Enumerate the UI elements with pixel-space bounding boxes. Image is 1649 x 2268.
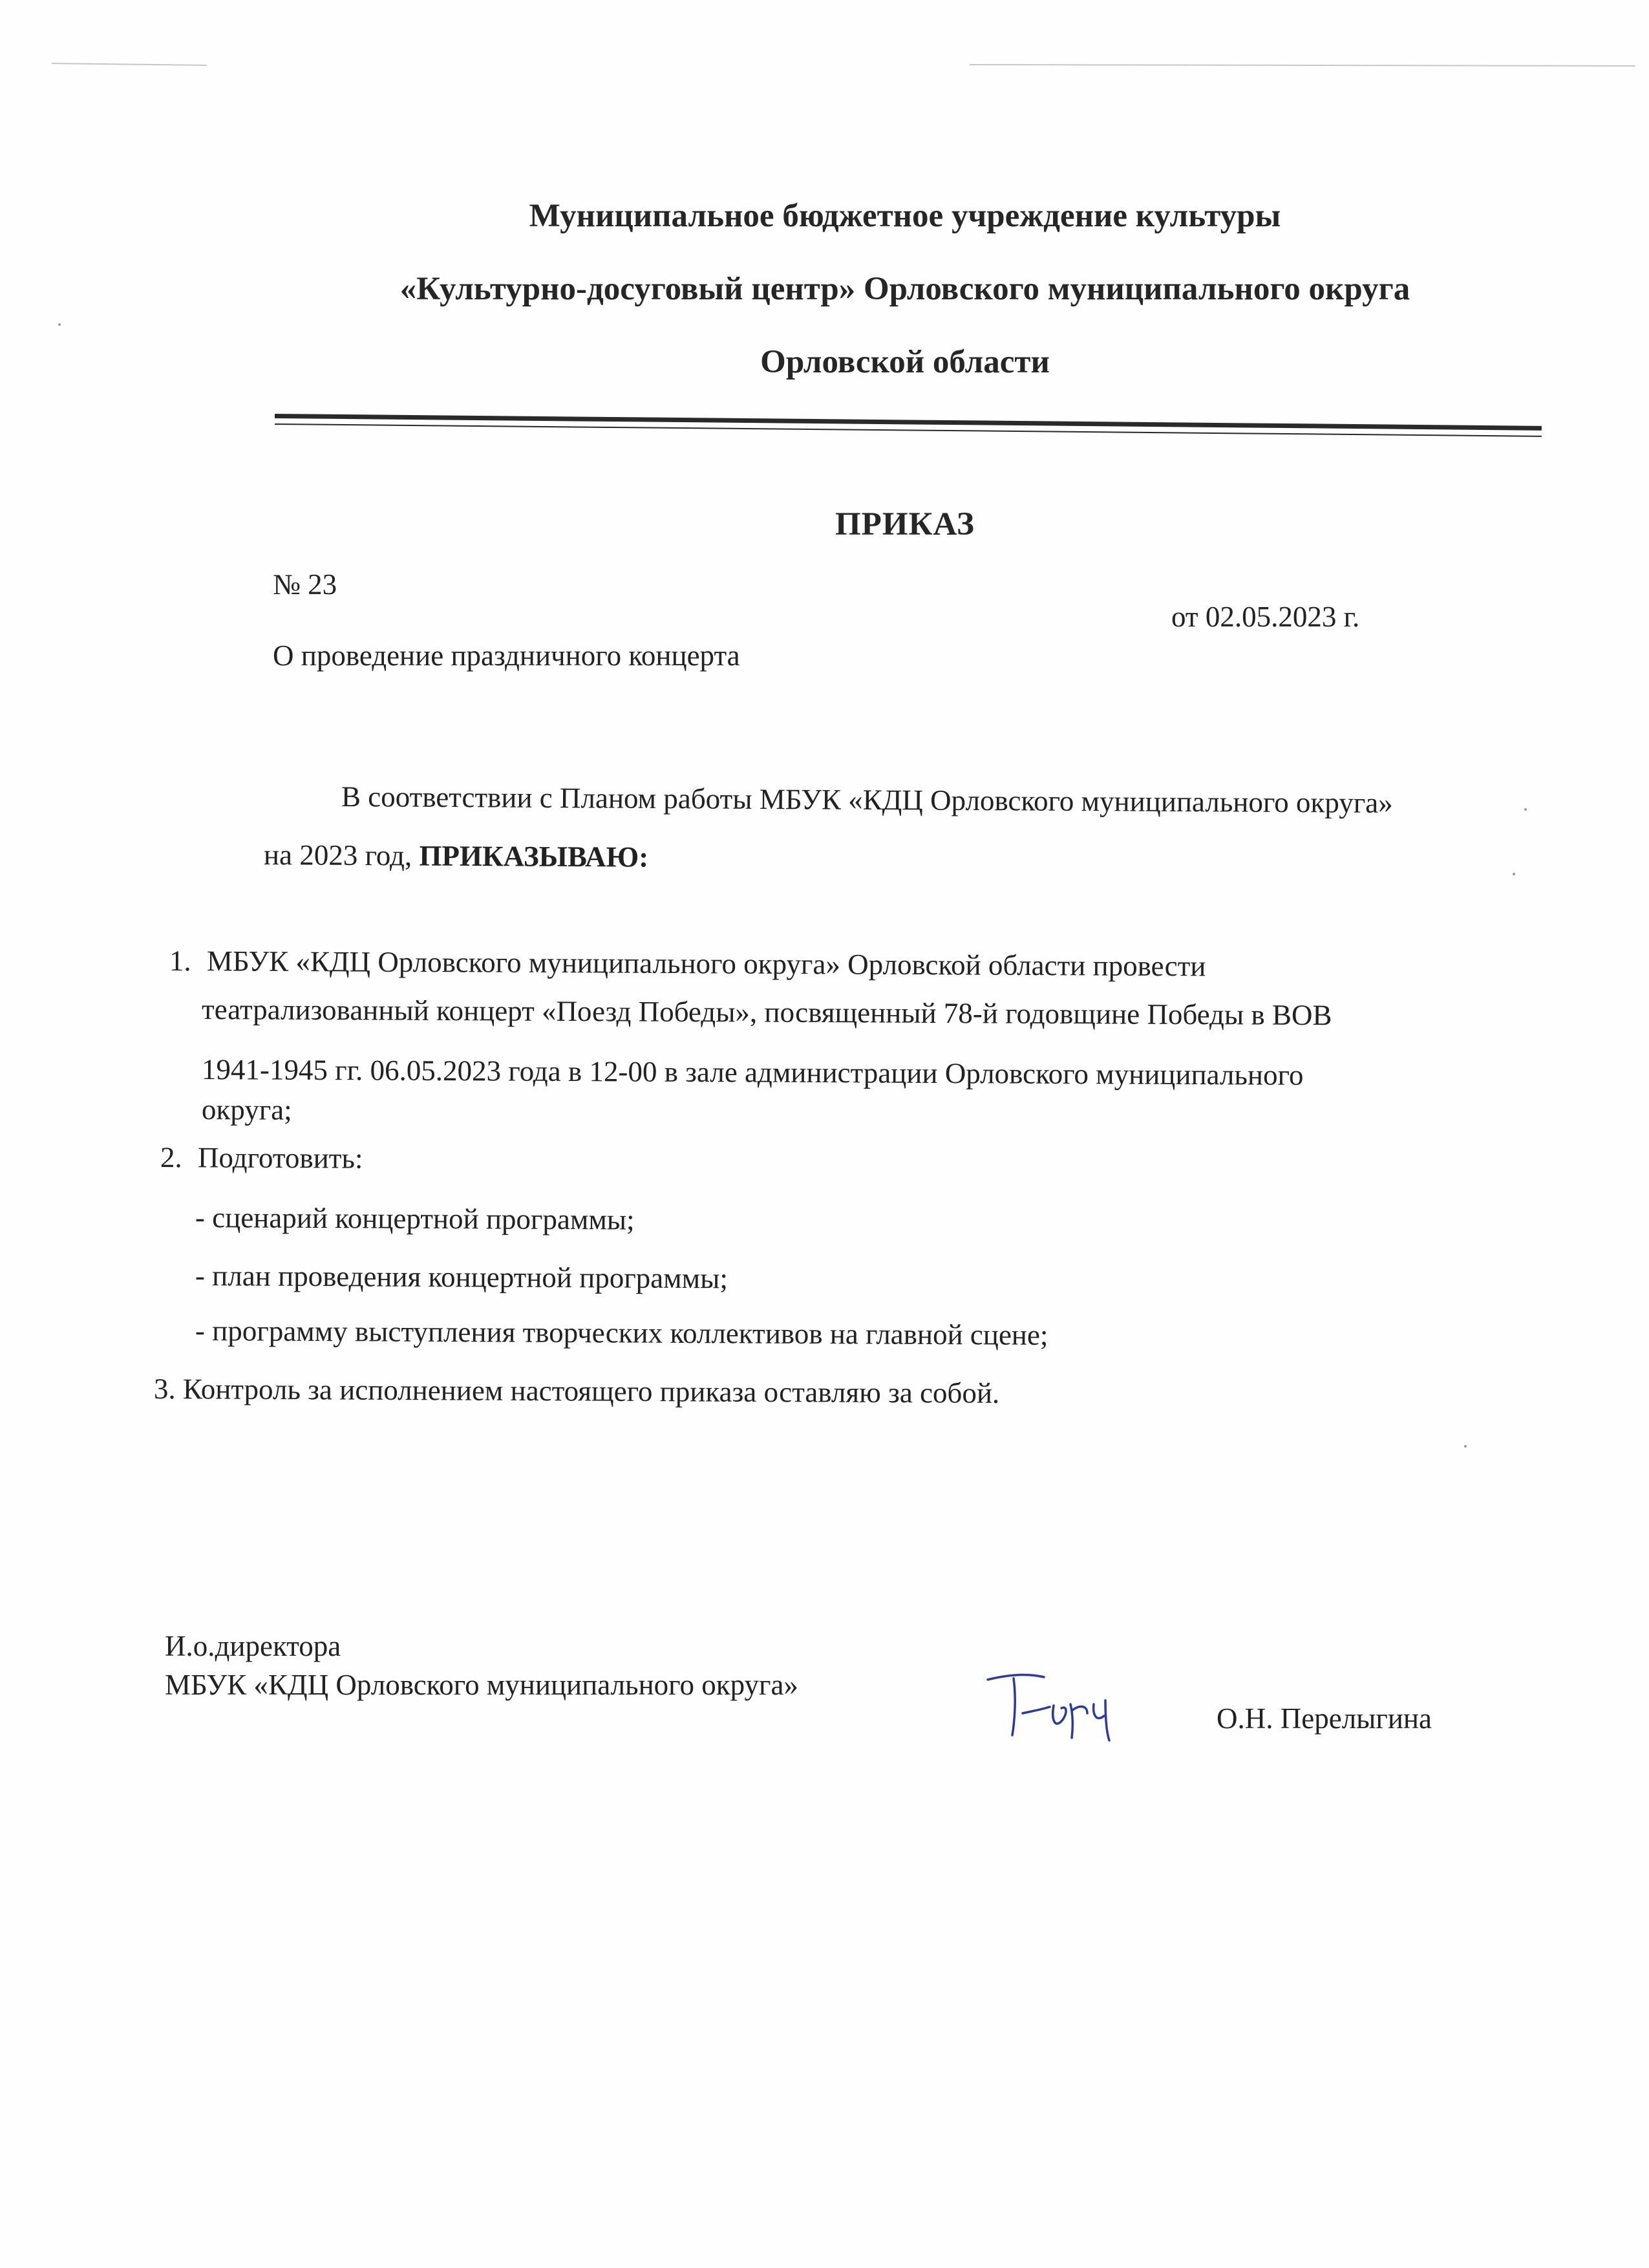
scan-speck — [58, 323, 61, 326]
item-2-text: Подготовить: — [197, 1141, 363, 1175]
order-number: № 23 — [273, 568, 337, 601]
header-rule-thick — [275, 414, 1542, 431]
signatory-organization: МБУК «КДЦ Орловского муниципального округа» — [165, 1669, 798, 1701]
header-line-1: Муниципальное бюджетное учреждение культуры — [529, 198, 1281, 234]
order-date: от 02.05.2023 г. — [1171, 601, 1360, 633]
preamble-text: на 2023 год, — [263, 839, 420, 872]
item-3-line-1: 3. Контроль за исполнением настоящего приказа оставляю за собой. — [153, 1373, 1000, 1409]
scan-edge-artifact — [0, 59, 1649, 71]
item-2-number: 2. — [160, 1141, 182, 1174]
header-line-3: Орловской области — [760, 344, 1050, 380]
item-2-line-1 — [160, 1140, 363, 1175]
item-1-line-2: театрализованный концерт «Поезд Победы», посвященный 78-й годовщине Победы в ВОВ — [201, 993, 1332, 1032]
item-1-line-4: округа; — [201, 1093, 292, 1126]
item-2-sub-2: - план проведения концертной программы; — [195, 1259, 729, 1295]
signatory-name: О.Н. Перелыгина — [1217, 1702, 1432, 1735]
order-subject: О проведение праздничного концерта — [273, 639, 740, 672]
scan-speck — [1513, 873, 1515, 875]
item-2-sub-1: - сценарий концертной программы; — [195, 1201, 635, 1236]
preamble-line-2 — [264, 838, 649, 874]
scan-speck — [1524, 808, 1527, 811]
organization-header — [259, 180, 1551, 399]
item-1-number: 1. — [169, 945, 191, 978]
item-1-line-1 — [169, 944, 1206, 983]
item-1-line-3: 1941-1945 гг. 06.05.2023 года в 12-00 в зале администрации Орловского муниципального — [201, 1053, 1304, 1091]
item-1-text: МБУК «КДЦ Орловского муниципального округа» Орловской области провести — [206, 945, 1206, 983]
header-line-2: «Культурно-досуговый центр» Орловского муниципального округа — [399, 271, 1410, 307]
handwritten-signature — [983, 1668, 1125, 1746]
preamble-line-1: В соответствии с Планом работы МБУК «КДЦ Орловского муниципального округа» — [341, 780, 1393, 819]
scan-speck — [1464, 1445, 1467, 1448]
preamble-order-word: ПРИКАЗЫВАЮ: — [419, 839, 649, 873]
signatory-title: И.о.директора — [165, 1630, 341, 1662]
document-title: ПРИКАЗ — [835, 506, 975, 542]
item-2-sub-3: - программу выступления творческих коллективов на главной сцене; — [195, 1314, 1048, 1351]
